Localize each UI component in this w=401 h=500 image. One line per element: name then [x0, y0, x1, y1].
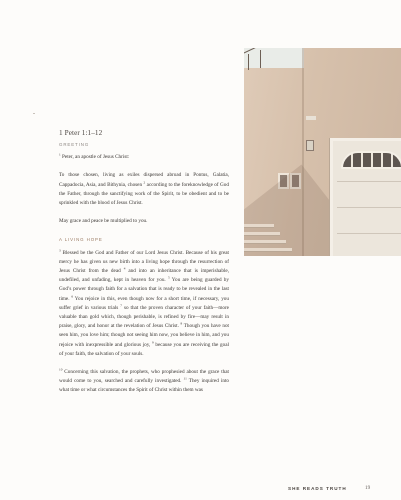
verse-paragraph: [59, 153, 229, 162]
verse-text: according to the foreknowledge of God the Father, through the sanctifying work of the Spirit, to be obedient and to be sprinkled with the blood of Jesus Christ.: [59, 181, 229, 207]
photo-wall-light: [306, 140, 314, 151]
section-heading: A LIVING HOPE: [59, 237, 103, 243]
verse-text: and into an inheritance that is imperishable, undefiled, and unfading, kept in heaven for you.: [59, 268, 229, 284]
photo-garage-panel-line: [337, 233, 401, 234]
photo-step: [244, 240, 286, 244]
scripture-reading: [59, 128, 229, 405]
page-number: 19: [365, 485, 371, 491]
verse-number: 9: [151, 339, 154, 344]
verse-text: so that the proven character of your faith—more valuable than gold which, though perishable, is refined by fire—may result in praise, glory, and honor at the revelation of Jesus Christ.: [59, 304, 229, 330]
verse-paragraph: [59, 171, 229, 208]
margin-tick: [33, 113, 35, 114]
photo-house-garage: [244, 48, 401, 256]
photo-garage-door: [330, 138, 401, 256]
verse-text: because you are receiving the goal of your faith, the salvation of your souls.: [59, 341, 229, 357]
verse-number: 5: [168, 275, 170, 280]
photo-wall-sign: [306, 116, 316, 120]
photo-step: [244, 232, 280, 236]
photo-rail-post: [248, 54, 249, 70]
verse-text: They inquired into what time or what circumstances the Spirit of Christ within them was: [59, 378, 229, 394]
photo-rail-post: [260, 50, 261, 68]
passage-reference: 1 Peter 1:1–12: [59, 129, 103, 137]
photo-garage-panel-line: [337, 207, 401, 208]
verse-number: 10: [59, 367, 63, 372]
verse-text: Peter, an apostle of Jesus Christ:: [60, 154, 130, 161]
photo-step: [244, 224, 274, 228]
passage-sections: [59, 140, 229, 396]
photo-sky: [244, 48, 304, 68]
verse-text: Though you have not seen him, you love him; though not seeing him now, you believe in him, and you rejoice with inexpressible and glorious joy,: [59, 323, 229, 348]
verse-number: 2: [143, 179, 146, 184]
section-heading: GREETING: [59, 142, 90, 147]
verse-text: To those chosen, living as exiles dispersed abroad in Pontus, Galatia, Cappadocia, Asia, and Bithynia, chosen: [59, 172, 229, 188]
verse-number: 3: [59, 247, 61, 252]
verse-paragraph: [59, 217, 229, 226]
footer-brand: SHE READS TRUTH: [288, 486, 347, 491]
verse-number: 4: [123, 266, 126, 271]
photo-garage-panel-line: [337, 181, 401, 182]
verse-number: 7: [120, 303, 122, 308]
verse-paragraph: [59, 249, 229, 359]
verse-text: Blessed be the God and Father of our Lord Jesus Christ. Because of his great mercy he has given us new birth into a living hope through the resurrection of Jesus Christ from the dead: [59, 249, 229, 275]
verse-text: You are being guarded by God’s power through faith for a salvation that is ready to be revealed in the last time.: [59, 277, 229, 302]
verse-number: 6: [71, 293, 74, 298]
verse-text: You rejoice in this, even though now for a short time, if necessary, you suffer grief in various trials: [59, 295, 229, 311]
verse-paragraph: [59, 368, 229, 396]
verse-text: May grace and peace be multiplied to you.: [59, 218, 148, 225]
verse-number: 1: [59, 152, 61, 157]
photo-garage-window-arch: [341, 151, 401, 169]
verse-number: 11: [183, 376, 187, 381]
verse-number: 8: [180, 321, 183, 326]
verse-text: Concerning this salvation, the prophets, who prophesied about the grace that would come to you, searched and carefully investigated.: [59, 369, 229, 385]
photo-step: [244, 248, 292, 252]
